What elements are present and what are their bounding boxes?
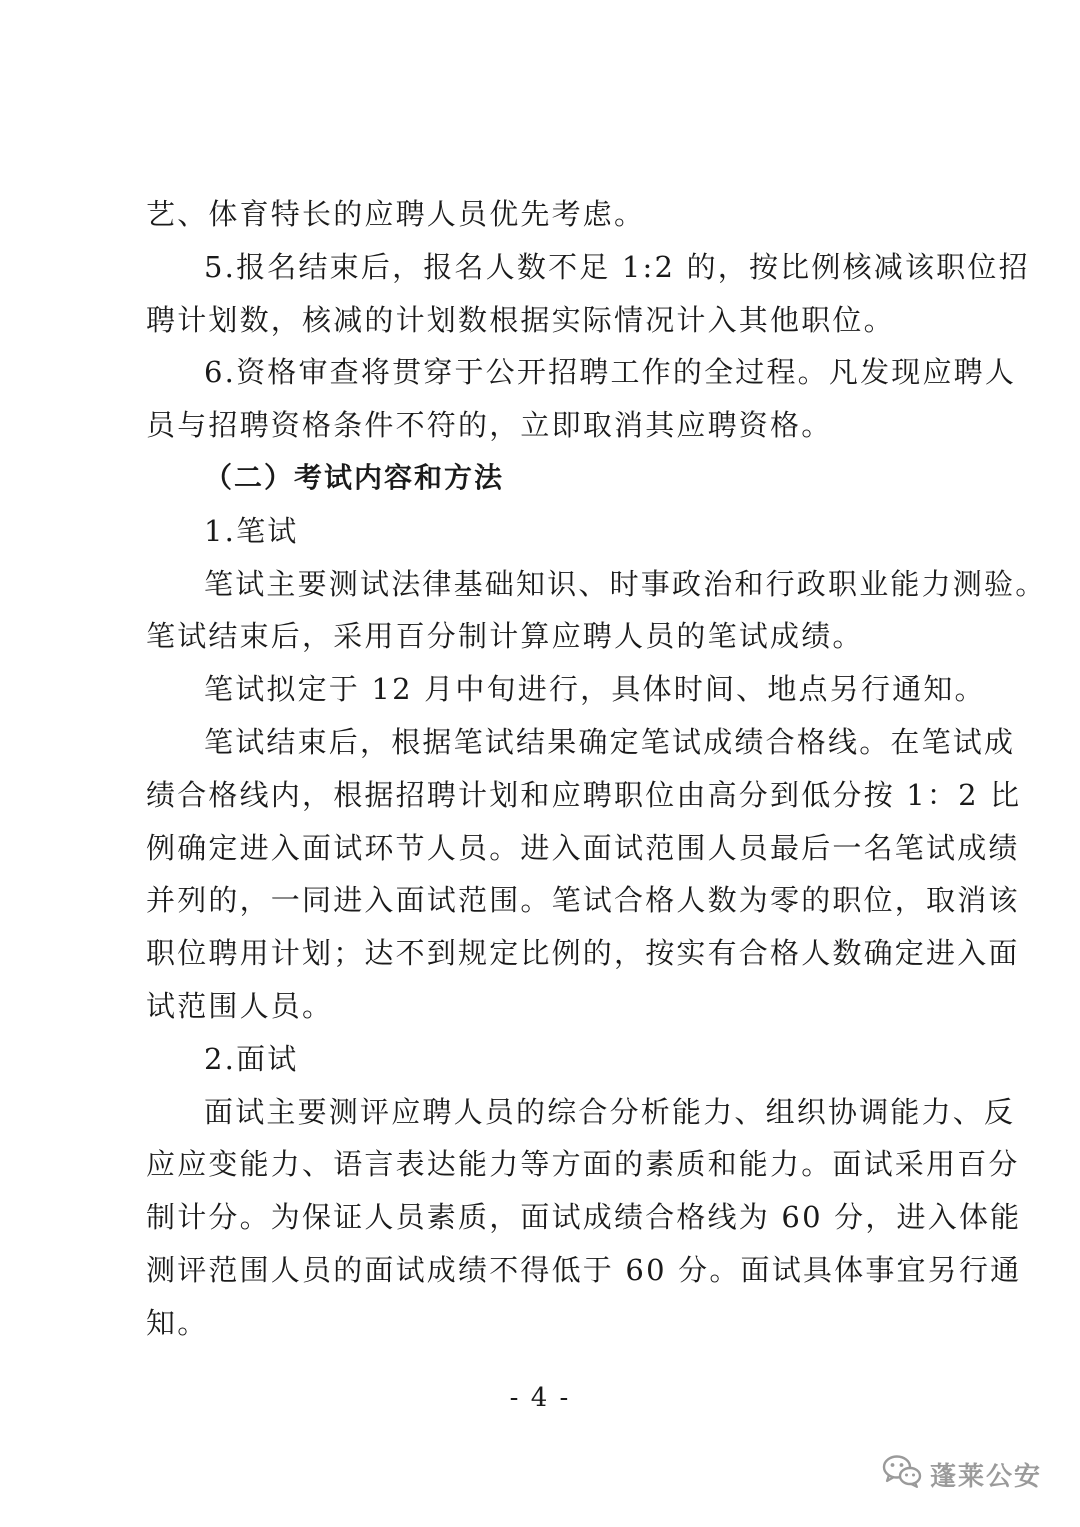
page-number: - 4 - (509, 1383, 571, 1413)
body-text (146, 188, 1047, 1350)
text-line: 5.报名结束后，报名人数不足 1:2 的，按比例核减该职位招 (204, 249, 1030, 284)
text-line: 员与招聘资格条件不符的，立即取消其应聘资格。 (146, 408, 833, 443)
text-line: 例确定进入面试环节人员。进入面试范围人员最后一名笔试成绩 (146, 830, 1020, 865)
text-line: 笔试结束后，采用百分制计算应聘人员的笔试成绩。 (146, 619, 864, 654)
text-line: 2.面试 (204, 1041, 299, 1076)
watermark-text: 蓬莱公安 (929, 1462, 1042, 1492)
text-line: 职位聘用计划；达不到规定比例的，按实有合格人数确定进入面 (146, 936, 1020, 971)
text-line: 1.笔试 (204, 513, 299, 548)
text-line: 制计分。为保证人员素质，面试成绩合格线为 60 分，进入体能 (146, 1200, 1022, 1235)
text-line: 笔试拟定于 12 月中旬进行，具体时间、地点另行通知。 (204, 672, 986, 707)
section-heading: （二）考试内容和方法 (204, 460, 505, 494)
watermark (882, 1454, 1042, 1495)
text-line: 应应变能力、语言表达能力等方面的素质和能力。面试采用百分 (146, 1147, 1020, 1182)
text-line: 知。 (146, 1305, 209, 1340)
text-line: 并列的，一同进入面试范围。笔试合格人数为零的职位，取消该 (146, 883, 1020, 918)
text-line: 面试主要测评应聘人员的综合分析能力、组织协调能力、反 (204, 1094, 1016, 1129)
text-line: 聘计划数，核减的计划数根据实际情况计入其他职位。 (146, 302, 895, 337)
wechat-icon (882, 1454, 922, 1495)
text-line: 6.资格审查将贯穿于公开招聘工作的全过程。凡发现应聘人 (204, 355, 1017, 390)
text-line: 笔试主要测试法律基础知识、时事政治和行政职业能力测验。 (204, 566, 1047, 601)
text-line: 试范围人员。 (146, 988, 334, 1023)
text-line: 艺、体育特长的应聘人员优先考虑。 (146, 197, 646, 231)
text-line: 笔试结束后，根据笔试结果确定笔试成绩合格线。在笔试成 (204, 724, 1016, 759)
text-line: 测评范围人员的面试成绩不得低于 60 分。面试具体事宜另行通 (146, 1252, 1022, 1287)
text-line: 绩合格线内，根据招聘计划和应聘职位由高分到低分按 1：2 比 (146, 777, 1022, 812)
